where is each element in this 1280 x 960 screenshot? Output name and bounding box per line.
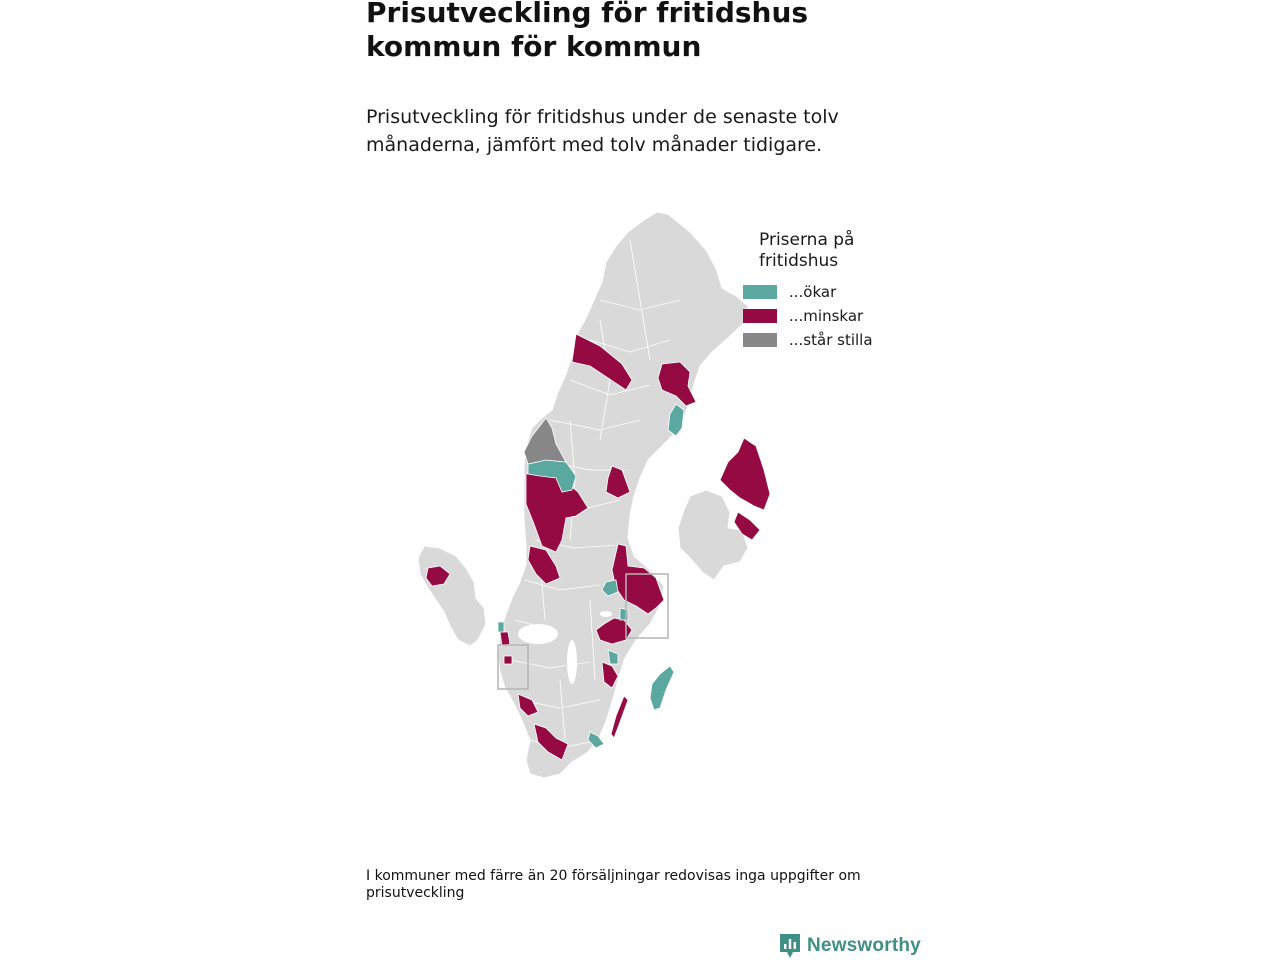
legend-label-okar: ...ökar: [789, 283, 837, 301]
page-title: Prisutveckling för fritidshus kommun för kommun: [366, 0, 809, 63]
footnote: I kommuner med färre än 20 försäljningar redovisas inga uppgifter om prisutveckling: [366, 868, 861, 901]
legend-swatch-minskar: [743, 309, 777, 323]
oland: [611, 696, 628, 738]
lake-vanern: [518, 624, 558, 644]
legend-label-star-stilla: ...står stilla: [789, 331, 873, 349]
map-legend: [743, 230, 913, 352]
brand-logo[interactable]: [779, 932, 921, 960]
legend-item-minskar: [743, 304, 913, 328]
legend-item-okar: [743, 280, 913, 304]
sweden-map: [410, 200, 790, 790]
gotland: [650, 666, 674, 710]
legend-title: Priserna på fritidshus: [759, 230, 855, 271]
brand-name: Newsworthy: [807, 935, 921, 956]
legend-label-minskar: ...minskar: [789, 307, 864, 325]
legend-swatch-okar: [743, 285, 777, 299]
lake-vattern: [567, 640, 577, 684]
newsworthy-chart-icon: [779, 933, 801, 959]
legend-swatch-star-stilla: [743, 333, 777, 347]
lake-malaren: [600, 611, 612, 617]
gothenburg-inset: [418, 546, 486, 646]
page-subtitle: Prisutveckling för fritidshus under de senaste tolv månaderna, jämfört med tolv månader tidigare.: [366, 106, 839, 156]
aland-inset: [678, 490, 748, 580]
legend-item-star-stilla: [743, 328, 913, 352]
